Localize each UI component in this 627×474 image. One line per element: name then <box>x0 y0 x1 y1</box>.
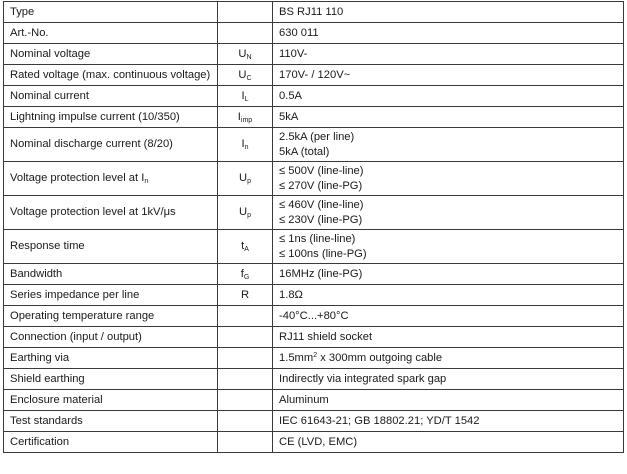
spec-row <box>4 411 624 432</box>
spec-row <box>4 306 624 327</box>
symbol-cell <box>218 348 273 369</box>
spec-row <box>4 23 624 44</box>
parameter-cell <box>4 306 218 327</box>
value-text: 170V- / 120V~ <box>279 68 351 81</box>
value-line <box>279 414 617 429</box>
parameter-cell <box>4 348 218 369</box>
value-line <box>279 164 617 179</box>
parameter-label: Nominal discharge current (8/20) <box>10 138 173 150</box>
symbol-letter: R <box>240 288 250 301</box>
value-line <box>279 47 617 62</box>
parameter-label: Voltage protection level at 1kV/μs <box>10 206 176 218</box>
spec-row <box>4 2 624 23</box>
symbol-subscript: p <box>247 178 251 185</box>
parameter-cell <box>4 86 218 107</box>
value-line <box>279 89 617 104</box>
parameter-label: Type <box>10 5 35 18</box>
symbol-subscript: L <box>244 95 249 103</box>
value-cell <box>273 390 624 411</box>
value-cell <box>273 432 624 453</box>
value-line <box>279 5 617 20</box>
value-line <box>279 435 617 450</box>
spec-row <box>4 44 624 65</box>
symbol-subscript: G <box>243 273 250 281</box>
value-cell <box>273 369 624 390</box>
value-text: 0.5A <box>279 89 303 102</box>
parameter-cell <box>4 411 218 432</box>
parameter-label: Shield earthing <box>10 372 85 385</box>
parameter-cell <box>4 432 218 453</box>
value-text: ≤ 500V (line-line) <box>279 164 364 177</box>
symbol-letter: I <box>241 138 245 150</box>
symbol-letter: t <box>241 240 245 252</box>
symbol-cell <box>218 86 273 107</box>
value-superscript: 2 <box>313 351 318 359</box>
parameter-cell <box>4 327 218 348</box>
symbol-cell <box>218 162 273 196</box>
spec-row <box>4 327 624 348</box>
symbol-cell <box>218 65 273 86</box>
parameter-cell <box>4 390 218 411</box>
value-cell <box>273 23 624 44</box>
value-cell <box>273 107 624 128</box>
symbol-subscript: N <box>246 53 252 61</box>
symbol-cell <box>218 432 273 453</box>
value-line <box>279 213 617 228</box>
symbol-cell <box>218 306 273 327</box>
spec-row <box>4 369 624 390</box>
symbol-cell <box>218 411 273 432</box>
symbol-cell <box>218 285 273 306</box>
value-line <box>279 267 617 282</box>
value-cell <box>273 65 624 86</box>
value-line <box>279 130 617 145</box>
symbol-letter: U <box>239 172 248 184</box>
value-text: ≤ 1ns (line-line) <box>279 232 356 245</box>
spec-row <box>4 107 624 128</box>
value-cell <box>273 162 624 196</box>
parameter-label: Art.-No. <box>10 26 49 39</box>
value-line <box>279 26 617 41</box>
symbol-subscript: A <box>244 246 249 253</box>
spec-row <box>4 390 624 411</box>
symbol-cell <box>218 264 273 285</box>
value-line <box>279 179 617 194</box>
spec-row <box>4 86 624 107</box>
value-cell <box>273 128 624 162</box>
parameter-cell <box>4 2 218 23</box>
value-cell <box>273 285 624 306</box>
value-cell <box>273 411 624 432</box>
spec-row <box>4 196 624 230</box>
value-line <box>279 288 617 303</box>
spec-row <box>4 348 624 369</box>
spec-table-body <box>4 2 624 453</box>
value-text: 110V- <box>279 47 308 60</box>
value-cell <box>273 348 624 369</box>
spec-row <box>4 230 624 264</box>
symbol-letter: I <box>237 110 241 123</box>
value-line <box>279 232 617 247</box>
symbol-subscript: p <box>247 212 251 219</box>
value-text: Aluminum <box>279 393 329 406</box>
value-line <box>279 247 617 262</box>
symbol-letter: U <box>238 47 247 60</box>
parameter-label: Enclosure material <box>10 393 103 406</box>
symbol-cell <box>218 107 273 128</box>
symbol-cell <box>218 390 273 411</box>
parameter-cell <box>4 107 218 128</box>
value-text: ≤ 270V (line-PG) <box>279 179 363 192</box>
parameter-label: Response time <box>10 240 85 252</box>
value-cell <box>273 44 624 65</box>
value-line <box>279 198 617 213</box>
parameter-label: Operating temperature range <box>10 309 155 322</box>
symbol-letter: I <box>241 89 245 102</box>
parameter-label: Bandwidth <box>10 267 63 280</box>
symbol-letter: U <box>239 206 248 218</box>
value-text: 630 011 <box>279 26 319 39</box>
value-text-tail: x 300mm outgoing cable <box>317 351 443 364</box>
symbol-cell <box>218 2 273 23</box>
spec-row <box>4 264 624 285</box>
symbol-cell <box>218 196 273 230</box>
value-cell <box>273 327 624 348</box>
symbol-cell <box>218 128 273 162</box>
parameter-label: Test standards <box>10 414 83 427</box>
value-cell <box>273 306 624 327</box>
parameter-label: Earthing via <box>10 351 70 364</box>
value-line <box>279 351 617 366</box>
spec-row <box>4 285 624 306</box>
symbol-cell <box>218 44 273 65</box>
parameter-label: Nominal voltage <box>10 47 91 60</box>
spec-row <box>4 432 624 453</box>
parameter-cell <box>4 285 218 306</box>
symbol-subscript: C <box>246 74 252 82</box>
spec-row <box>4 128 624 162</box>
symbol-cell <box>218 230 273 264</box>
symbol-subscript: imp <box>240 116 253 124</box>
symbol-cell <box>218 23 273 44</box>
value-text: 5kA (total) <box>279 145 330 158</box>
value-text: 1.5mm <box>279 351 314 364</box>
parameter-label: Connection (input / output) <box>10 330 142 343</box>
spec-row <box>4 162 624 196</box>
parameter-cell <box>4 65 218 86</box>
parameter-label: Rated voltage (max. continuous voltage) <box>10 68 211 81</box>
symbol-letter: f <box>240 267 244 280</box>
symbol-letter: U <box>238 68 247 81</box>
value-line <box>279 145 617 160</box>
parameter-cell <box>4 264 218 285</box>
parameter-cell <box>4 196 218 230</box>
value-line <box>279 110 617 125</box>
value-text: ≤ 100ns (line-PG) <box>279 247 367 260</box>
parameter-label: Lightning impulse current (10/350) <box>10 110 180 123</box>
value-cell <box>273 196 624 230</box>
value-line <box>279 68 617 83</box>
symbol-cell <box>218 327 273 348</box>
value-cell <box>273 86 624 107</box>
parameter-label: Nominal current <box>10 89 89 102</box>
value-text: 2.5kA (per line) <box>279 130 355 143</box>
value-cell <box>273 230 624 264</box>
value-text: BS RJ11 110 <box>279 5 344 18</box>
value-text: ≤ 460V (line-line) <box>279 198 364 211</box>
parameter-cell <box>4 44 218 65</box>
parameter-subscript: n <box>144 178 149 185</box>
parameter-cell <box>4 23 218 44</box>
parameter-cell <box>4 128 218 162</box>
value-line <box>279 330 617 345</box>
spec-row <box>4 65 624 86</box>
value-text: 5kA <box>279 110 299 123</box>
value-text: 1.8Ω <box>279 288 303 301</box>
spec-table <box>3 1 624 453</box>
value-text: RJ11 shield socket <box>279 330 373 343</box>
value-text: 16MHz (line-PG) <box>279 267 363 280</box>
parameter-cell <box>4 162 218 196</box>
value-line <box>279 393 617 408</box>
parameter-label: Voltage protection level at I <box>10 172 145 184</box>
parameter-cell <box>4 369 218 390</box>
value-text: ≤ 230V (line-PG) <box>279 213 363 226</box>
value-line <box>279 372 617 387</box>
value-line <box>279 309 617 324</box>
value-cell <box>273 2 624 23</box>
value-cell <box>273 264 624 285</box>
value-text: CE (LVD, EMC) <box>279 435 358 448</box>
parameter-label: Series impedance per line <box>10 288 140 301</box>
symbol-subscript: n <box>244 144 249 151</box>
value-text: IEC 61643-21; GB 18802.21; YD/T 1542 <box>279 414 480 427</box>
value-text: Indirectly via integrated spark gap <box>279 372 447 385</box>
parameter-cell <box>4 230 218 264</box>
symbol-cell <box>218 369 273 390</box>
parameter-label: Certification <box>10 435 70 448</box>
value-text: -40°C...+80°C <box>279 309 349 322</box>
